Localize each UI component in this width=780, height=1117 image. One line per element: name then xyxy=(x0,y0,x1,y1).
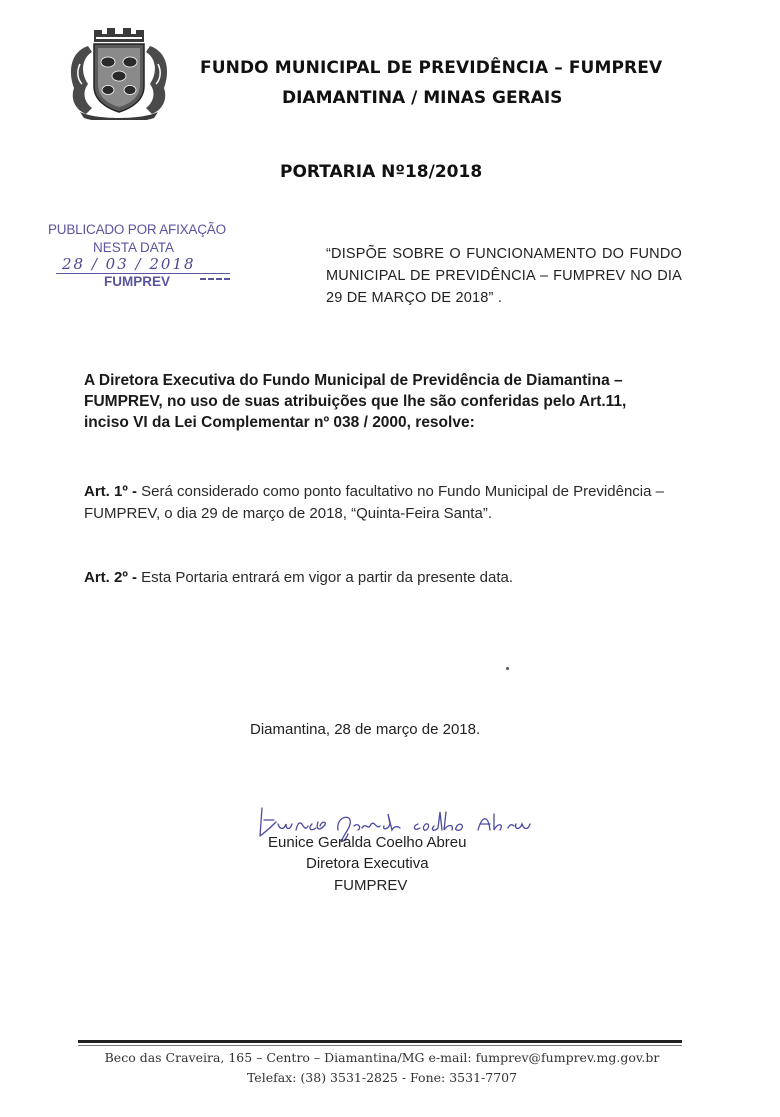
stray-dot xyxy=(506,667,509,670)
stamp-line-1: PUBLICADO POR AFIXAÇÃO xyxy=(48,222,226,237)
signer-role: Diretora Executiva xyxy=(306,855,429,872)
article-2-label: Art. 2º - xyxy=(84,569,137,586)
stamp-organization: FUMPREV xyxy=(104,274,171,289)
organization-name: FUNDO MUNICIPAL DE PREVIDÊNCIA – FUMPREV xyxy=(200,58,663,78)
article-1 xyxy=(84,481,664,525)
footer-address: Beco das Craveira, 165 – Centro – Diamantina/MG e-mail: fumprev@fumprev.mg.gov.br xyxy=(104,1050,660,1065)
article-2-text: Esta Portaria entrará em vigor a partir da presente data. xyxy=(141,569,514,586)
stamp-line-2: NESTA DATA xyxy=(93,240,175,255)
footer-divider-thin xyxy=(78,1045,682,1046)
place-and-date: Diamantina, 28 de março de 2018. xyxy=(250,721,481,738)
article-1-text: Será considerado como ponto facultativo no Fundo Municipal de Previdência – FUMPREV, o dia 29 de março de 2018, “Quinta-Feira Santa”. xyxy=(84,483,664,522)
preamble-paragraph: A Diretora Executiva do Fundo Municipal de Previdência de Diamantina – FUMPREV, no uso de suas atribuições que lhe são conferidas pelo Art.11, inciso VI da Lei Complementar nº 038 / 2000, resolve: xyxy=(84,372,627,431)
publication-stamp xyxy=(48,222,248,302)
organization-city: DIAMANTINA / MINAS GERAIS xyxy=(282,88,563,108)
stamp-date: 28 / 03 / 2018 xyxy=(62,255,196,273)
document-title: PORTARIA Nº18/2018 xyxy=(280,162,483,182)
footer-phones: Telefax: (38) 3531-2825 - Fone: 3531-7707 xyxy=(246,1070,518,1085)
article-1-label: Art. 1º - xyxy=(84,483,137,500)
stamp-dash-mark xyxy=(200,278,230,282)
signer-name: Eunice Geralda Coelho Abreu xyxy=(268,834,467,851)
signer-organization: FUMPREV xyxy=(334,877,408,894)
footer-divider xyxy=(78,1040,682,1043)
article-2 xyxy=(84,567,664,589)
coat-of-arms-logo xyxy=(66,28,172,120)
ementa-summary: “DISPÕE SOBRE O FUNCIONAMENTO DO FUNDO MUNICIPAL DE PREVIDÊNCIA – FUMPREV NO DIA 29 DE MARÇO DE 2018” . xyxy=(326,246,682,306)
